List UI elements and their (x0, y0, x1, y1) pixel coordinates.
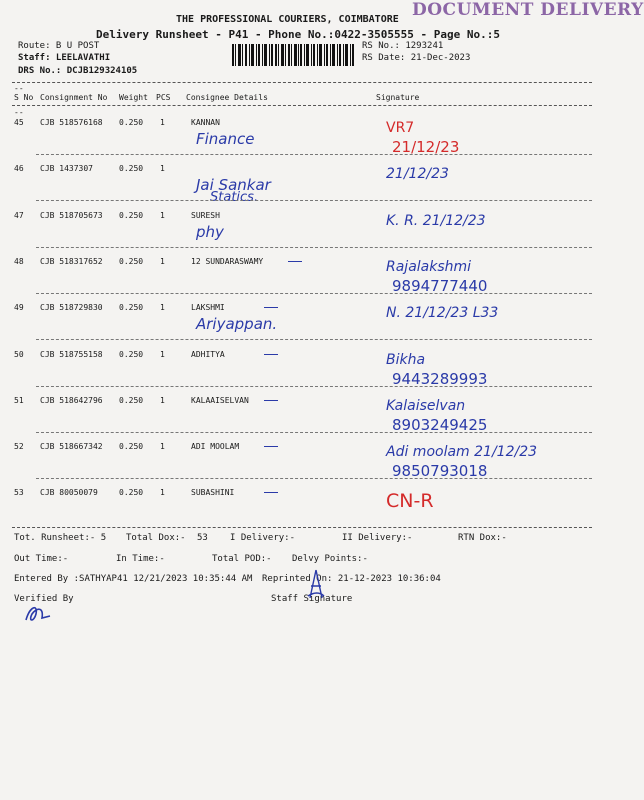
row-signature: Kalaiselvan (386, 398, 466, 414)
ii-delivery: II Delivery:- (342, 533, 413, 543)
row-sno: 52 (14, 442, 24, 451)
document-delivery-stamp: DOCUMENT DELIVERY (412, 0, 644, 20)
row-weight: 0.250 (119, 488, 144, 497)
row-signature: Rajalakshmi (386, 259, 472, 275)
row-divider (36, 432, 592, 433)
row-weight: 0.250 (119, 396, 144, 405)
row-dash-mark (264, 492, 278, 493)
row-weight: 0.250 (119, 350, 144, 359)
row-pcs: 1 (160, 442, 165, 451)
row-handwritten-note: Jai Sankar (196, 176, 271, 194)
row-weight: 0.250 (119, 164, 144, 173)
row-consignment-no: CJB 518576168 (40, 118, 103, 127)
row-pcs: 1 (160, 257, 165, 266)
row-consignee-name: 12 SUNDARASWAMY (191, 257, 264, 266)
row-sno: 45 (14, 118, 24, 127)
delvy-points: Delvy Points:- (292, 554, 368, 564)
i-delivery: I Delivery:- (230, 533, 296, 543)
out-time: Out Time:- (14, 554, 69, 564)
row-consignment-no: CJB 518317652 (40, 257, 103, 266)
row-sno: 47 (14, 211, 24, 220)
row-signature: Adi moolam 21/12/23 (386, 444, 538, 460)
row-sno: 46 (14, 164, 24, 173)
staff-label: Staff: LEELAVATHI (18, 53, 111, 63)
row-pcs: 1 (160, 164, 165, 173)
row-signature-phone: 9894777440 (392, 277, 488, 295)
row-consignment-no: CJB 518642796 (40, 396, 103, 405)
row-signature: K. R. 21/12/23 (386, 213, 486, 229)
route-label: Route: B U POST (18, 41, 100, 51)
row-divider (36, 339, 592, 340)
rs-number: RS No.: 1293241 (362, 41, 444, 51)
drs-number: DRS No.: DCJB129324105 (18, 66, 138, 76)
row-handwritten-note: Finance (196, 130, 255, 148)
row-divider (36, 200, 592, 201)
row-sno: 49 (14, 303, 24, 312)
row-handwritten-note: Ariyappan. (196, 315, 278, 333)
row-consignment-no: CJB 518667342 (40, 442, 103, 451)
staff-signature: Staff Signature (271, 594, 353, 604)
col-signature: Signature (376, 93, 420, 102)
row-pcs: 1 (160, 211, 165, 220)
row-pcs: 1 (160, 488, 165, 497)
row-signature-phone: 21/12/23 (392, 138, 460, 156)
rs-date: RS Date: 21-Dec-2023 (362, 53, 471, 63)
reprinted-on: Reprinted On: 21-12-2023 10:36:04 (262, 574, 441, 584)
row-divider (36, 293, 592, 294)
row-pcs: 1 (160, 396, 165, 405)
row-pcs: 1 (160, 350, 165, 359)
row-dash-mark (264, 446, 278, 447)
total-pod: Total POD:- (212, 554, 272, 564)
row-sno: 50 (14, 350, 24, 359)
row-signature: 21/12/23 (386, 166, 449, 182)
row-handwritten-note-2: Statics. (210, 190, 259, 205)
row-consignment-no: CJB 518705673 (40, 211, 103, 220)
row-sno: 53 (14, 488, 24, 497)
row-consignee-name: SUBASHINI (191, 488, 235, 497)
runsheet-title: Delivery Runsheet - P41 - Phone No.:0422-3505555 - Page No.:5 (96, 28, 500, 41)
row-signature: Bikha (386, 352, 426, 368)
row-consignment-no: CJB 80050079 (40, 488, 98, 497)
rtn-dox: RTN Dox:- (458, 533, 507, 543)
staff-signature-mark (306, 568, 326, 602)
row-consignment-no: CJB 518755158 (40, 350, 103, 359)
row-sno: 51 (14, 396, 24, 405)
entered-by: Entered By :SATHYAP41 12/21/2023 10:35:44 AM (14, 574, 253, 584)
row-weight: 0.250 (119, 257, 144, 266)
tot-runsheet: Tot. Runsheet:- 5 (14, 533, 107, 543)
row-pcs: 1 (160, 303, 165, 312)
col-weight: Weight (119, 93, 148, 102)
row-dash-mark (288, 261, 302, 262)
col-sno: S No (14, 93, 34, 102)
company-name: THE PROFESSIONAL COURIERS, COIMBATORE (176, 14, 399, 25)
header-divider-bottom (12, 105, 592, 106)
row-consignment-no: CJB 1437307 (40, 164, 93, 173)
row-signature: CN-R (386, 490, 434, 512)
col-consignment: Consignment No (40, 93, 108, 102)
row-signature: N. 21/12/23 L33 (386, 305, 499, 321)
row-signature-phone: 8903249425 (392, 416, 488, 434)
row-consignee-name: SURESH (191, 211, 220, 220)
row-signature-phone: 9443289993 (392, 370, 488, 388)
row-weight: 0.250 (119, 118, 144, 127)
row-dash-mark (264, 354, 278, 355)
total-dox-label: Total Dox:- (126, 533, 186, 543)
verified-by: Verified By (14, 594, 74, 604)
footer-divider (12, 527, 592, 528)
row-divider (36, 154, 592, 155)
col-pcs: PCS (156, 93, 171, 102)
row-consignee-name: KANNAN (191, 118, 220, 127)
row-divider (36, 478, 592, 479)
row-divider (36, 386, 592, 387)
verifier-signature-mark (22, 600, 54, 626)
in-time: In Time:- (116, 554, 165, 564)
row-divider (36, 247, 592, 248)
total-dox-value: 53 (197, 533, 208, 543)
row-signature: VR7 (386, 120, 415, 136)
row-weight: 0.250 (119, 211, 144, 220)
row-dash-mark (264, 307, 278, 308)
barcode-image (232, 44, 354, 66)
row-sno: 48 (14, 257, 24, 266)
row-pcs: 1 (160, 118, 165, 127)
row-consignee-name: LAKSHMI (191, 303, 225, 312)
row-consignee-name: KALAAISELVAN (191, 396, 249, 405)
row-consignee-name: ADHITYA (191, 350, 225, 359)
row-signature-phone: 9850793018 (392, 462, 488, 480)
row-weight: 0.250 (119, 442, 144, 451)
row-handwritten-note: phy (196, 223, 224, 241)
col-consignee: Consignee Details (186, 93, 268, 102)
header-divider-top (12, 82, 592, 83)
row-dash-mark (264, 400, 278, 401)
row-weight: 0.250 (119, 303, 144, 312)
row-consignee-name: ADI MOOLAM (191, 442, 240, 451)
row-consignment-no: CJB 518729830 (40, 303, 103, 312)
